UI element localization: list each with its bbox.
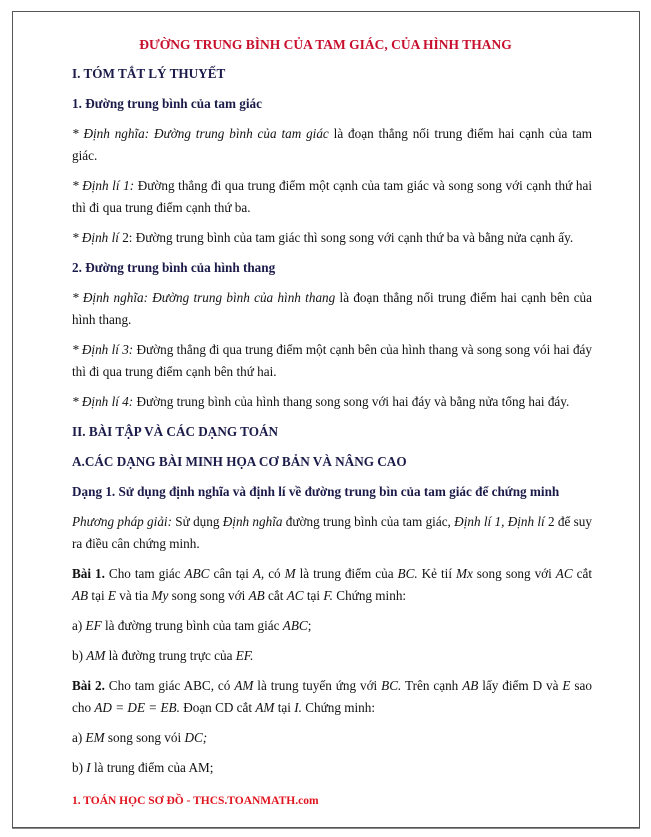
paragraph [72,511,592,555]
text-segment: b) [72,760,87,775]
text-segment: song song với [472,566,556,581]
text-segment: và tia [115,588,152,603]
text-segment: M [284,566,296,581]
text-segment: Chứng minh: [332,588,407,603]
text-segment: AC [555,566,573,581]
text-segment: Định nghĩa [222,514,283,529]
paragraph [72,675,592,719]
text-segment: DC; [184,730,208,745]
text-segment: * Định lí 4: [72,394,134,409]
text-segment: là trung tuyến ứng với [253,678,382,693]
text-segment: AM [234,678,254,693]
text-segment: tại [303,588,324,603]
document-body [72,63,592,779]
text-segment: AM [255,700,275,715]
text-segment: Định lí 1, Định lí [454,514,549,529]
text-segment: b) [72,648,87,663]
text-segment: ; [307,618,312,633]
text-segment: song song với [168,588,249,603]
text-segment: F. [323,588,333,603]
text-segment: Cho tam giác [104,566,185,581]
text-segment: tại [88,588,108,603]
text-segment: đường trung bình của tam giác, [282,514,455,529]
text-segment: Phương pháp giải: [72,514,172,529]
text-segment: có [264,566,285,581]
text-segment: Dạng 1. Sử dụng định nghĩa và định lí về đường trung bìn của tam giác để chứng minh [72,484,560,499]
text-segment: 2. Đường trung bình của hình thang [72,260,276,275]
text-segment: là trung điểm của [295,566,398,581]
paragraph [72,391,592,413]
paragraph [72,123,592,167]
text-segment: là đường trung trực của [105,648,236,663]
text-segment: * Định lí [72,230,123,245]
text-segment: AC [286,588,304,603]
text-segment: cắt [264,588,287,603]
paragraph [72,339,592,383]
text-segment: I. TÓM TẮT LÝ THUYẾT [72,66,226,81]
text-segment: * Định lí 1: [72,178,135,193]
text-segment: Bài 1. [72,566,105,581]
text-segment: sao cho [72,678,592,715]
section-heading [72,481,592,503]
paragraph [72,727,592,749]
text-segment: tại [274,700,295,715]
text-segment: ABC [282,618,308,633]
paragraph [72,175,592,219]
section-heading [72,93,592,115]
paragraph [72,563,592,607]
paragraph [72,287,592,331]
text-segment: Đường thẳng đi qua trung điểm một cạnh bên của hình thang và song song vói hai đáy thì đi qua trung điểm cạnh bên thứ hai. [72,342,592,379]
text-segment: Kẻ tií [417,566,456,581]
text-segment: * Định nghĩa: Đường trung bình của tam giác [72,126,329,141]
text-segment: là đoạn thẳng nối trung điểm hai cạnh của tam giác. [72,126,593,163]
text-segment: cân tại [209,566,253,581]
text-segment: AB [248,588,265,603]
text-segment: My [151,588,169,603]
text-segment: EF. [235,648,254,663]
section-heading [72,257,592,279]
text-segment: Chứng minh: [301,700,375,715]
text-segment: BC. [381,678,402,693]
paragraph [72,645,592,667]
section-heading [72,451,592,473]
text-segment: AB [462,678,479,693]
text-segment: Đường thẳng đi qua trung điểm một cạnh của tam giác và song song với cạnh thứ hai thì đi qua trung điểm cạnh thứ ba. [72,178,592,215]
text-segment: Mx [455,566,473,581]
text-segment: cắt [572,566,592,581]
paragraph [72,227,592,249]
text-segment: Đường trung bình của hình thang song song với hai đáy và bằng nửa tổng hai đáy. [133,394,570,409]
text-segment: Trên cạnh [401,678,463,693]
text-segment: AM [86,648,106,663]
text-segment: Cho tam giác ABC, có [104,678,235,693]
text-segment: là đoạn thẳng nối trung điểm hai cạnh bên của hình thang. [72,290,593,327]
document-title: ĐƯỜNG TRUNG BÌNH CỦA TAM GIÁC, CỦA HÌNH THANG [139,37,512,52]
text-segment: Bài 2. [72,678,105,693]
text-segment: E [107,588,116,603]
text-segment: I [86,760,91,775]
text-segment: ABC [184,566,210,581]
text-segment: E [562,678,571,693]
text-segment: EM [85,730,105,745]
text-segment: * Định nghĩa: Đường trung bình của hình thang [72,290,336,305]
section-heading [72,63,592,85]
text-segment: * Định lí 3: [72,342,134,357]
text-segment: 2 để suy ra điều cân chứng minh. [72,514,592,551]
page-footer: 1. TOÁN HỌC SƠ ĐỒ - THCS.TOANMATH.com [72,795,319,807]
text-segment: là trung điểm của AM; [90,760,214,775]
paragraph [72,615,592,637]
section-heading [72,421,592,443]
text-segment: EF [85,618,102,633]
text-segment: a) [72,618,86,633]
text-segment: AB [72,588,89,603]
text-segment: A, [252,566,265,581]
text-segment: BC. [397,566,418,581]
text-segment: là đường trung bình của tam giác [101,618,283,633]
text-segment: AD = DE = EB. [94,700,180,715]
text-segment: Đoạn CD cắt [179,700,256,715]
text-segment: A.CÁC DẠNG BÀI MINH HỌA CƠ BẢN VÀ NÂNG CAO [72,454,407,469]
text-segment: 1. Đường trung bình của tam giác [72,96,262,111]
text-segment: 2: Đường trung bình của tam giác thì song song với cạnh thứ ba và bằng nửa cạnh ấy. [122,230,574,245]
text-segment: lấy điểm D và [478,678,563,693]
text-segment: a) [72,730,86,745]
text-segment: Sử dụng [171,514,223,529]
paragraph [72,757,592,779]
text-segment: II. BÀI TẬP VÀ CÁC DẠNG TOÁN [72,424,279,439]
text-segment: I. [294,700,302,715]
text-segment: song song vói [104,730,185,745]
